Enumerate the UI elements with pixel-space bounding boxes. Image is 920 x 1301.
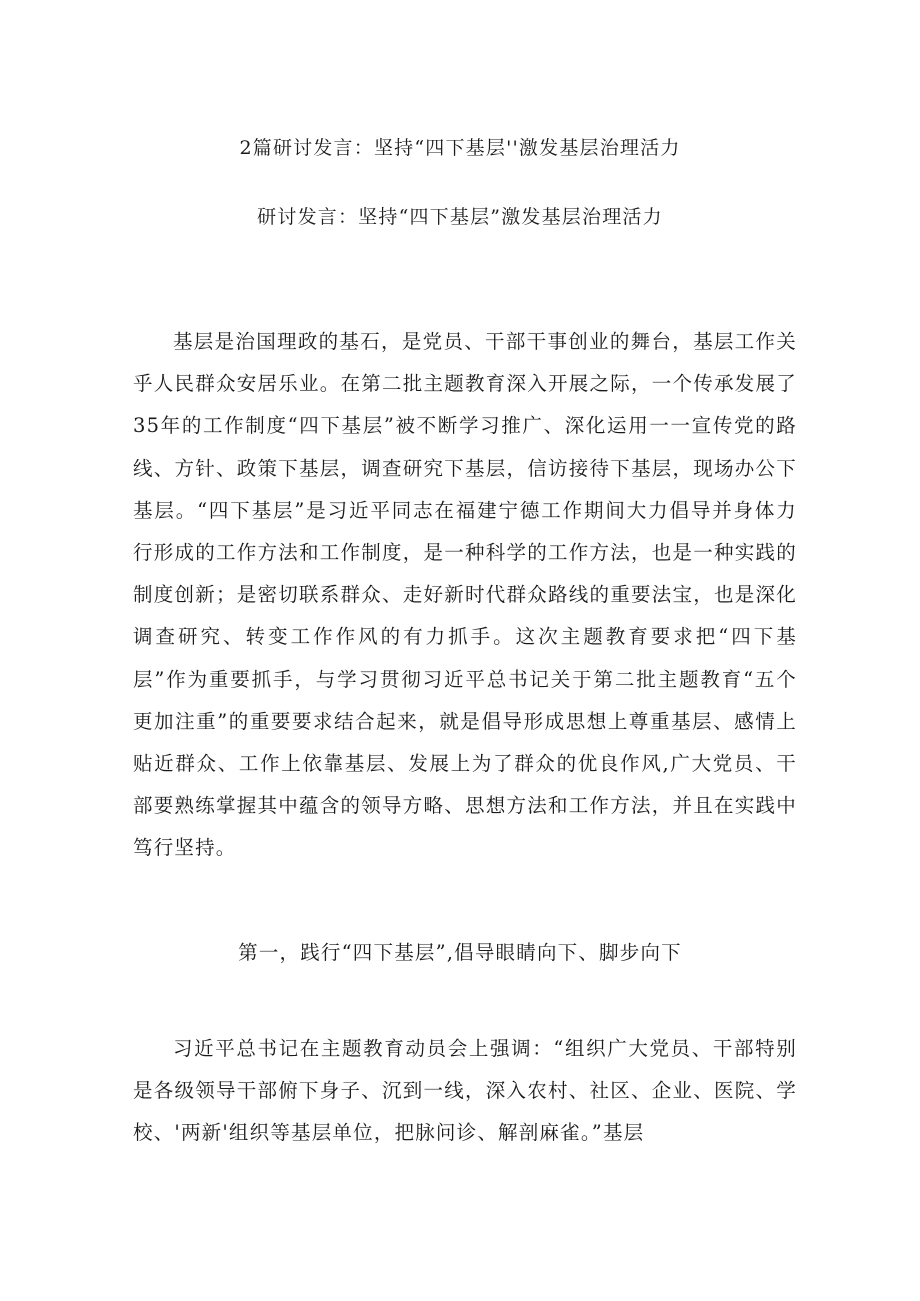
section-heading: 第一，践行“四下基层”,倡导眼睛向下、脚步向下 [238,941,682,964]
body-paragraph: 习近平总书记在主题教育动员会上强调：“组织广大党员、干部特别是各级领导干部俯下身子、沉到一线，深入农村、社区、企业、医院、学校、'两新'组织等基层单位，把脉问诊、解剖麻雀。”基层 [133,1037,797,1145]
document-subtitle: 研讨发言：坚持“四下基层”激发基层治理活力 [257,206,663,228]
document-title: 2篇研讨发言：坚持“四下基层''激发基层治理活力 [239,137,681,159]
body-paragraph: 基层是治国理政的基石，是党员、干部干事创业的舞台，基层工作关乎人民群众安居乐业。在第二批主题教育深入开展之际，一个传承发展了35年的工作制度“四下基层”被不断学习推广、深化运用一一宣传党的路线、方针、政策下基层，调查研究下基层，信访接待下基层，现场办公下基层。“四下基层”是习近平同志在福建宁德工作期间大力倡导并身体力行形成的工作方法和工作制度，是一种科学的工作方法，也是一种实践的制度创新；是密切联系群众、走好新时代群众路线的重要法宝，也是深化调查研究、转变工作作风的有力抓手。这次主题教育要求把“四下基层”作为重要抓手，与学习贯彻习近平总书记关于第二批主题教育“五个更加注重”的重要要求结合起来，就是倡导形成思想上尊重基层、感情上贴近群众、工作上依靠基层、发展上为了群众的优良作风,广大党员、干部要熟练掌握其中蕴含的领导方略、思想方法和工作方法，并且在实践中笃行坚持。 [133,330,797,860]
